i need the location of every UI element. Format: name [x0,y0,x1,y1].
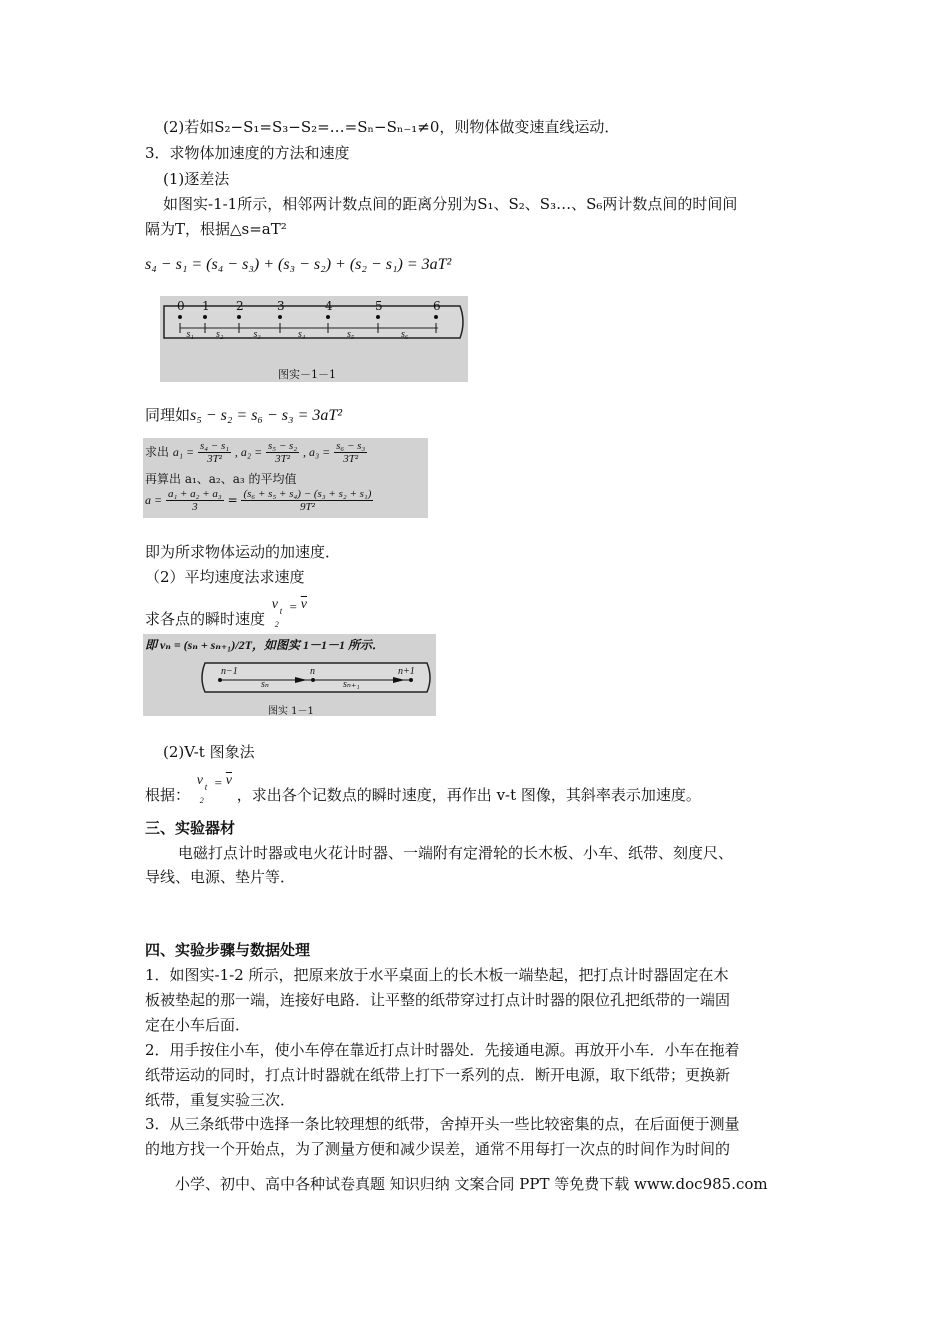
result-fraction [241,488,373,513]
a3-fraction [334,440,367,465]
figure-velocity-tape [143,634,436,716]
similarly-prefix: 同理如 [145,406,191,424]
instant-velocity-prefix: 求各点的瞬时速度 [145,610,266,628]
method-2-heading: （2）平均速度法求速度 [145,568,305,586]
paragraph-acceleration-result: 即为所求物体运动的加速度． [145,543,341,561]
two-subscript: 2 [199,796,204,805]
paragraph-method-1-line1: 如图实-1-1所示，相邻两计数点间的距离分别为S₁、S₂、S₃…、S₆两计数点间的时间间 [163,195,738,213]
paragraph-instant-velocity [145,597,312,630]
a2-denominator: 3T² [275,453,291,465]
solve-prefix: 求出 [145,445,170,459]
section-4-procedure-heading: 四、实验步骤与数据处理 [145,941,311,959]
equipment-line1: 电磁打点计时器或电火花计时器、一端附有定滑轮的长木板、小车、纸带、刻度尺、 [178,844,734,862]
tape-dot-4 [326,315,330,319]
tape-segment-label-6: s₆ [401,329,409,340]
a3-label: , a₃ = [303,445,331,459]
average-numerator: a₁ + a₂ + a₃ [167,488,222,500]
equals-sign: = [288,599,298,614]
a-bar-label: a = [145,493,163,507]
tape-segment-label-3: s₃ [253,329,261,340]
step-2-line3: 纸带，重复实验三次． [145,1091,296,1109]
tape-point-label-0: 0 [177,299,185,313]
paragraph-similarly [145,404,342,427]
t-subscript: t [279,606,283,616]
equals-sign: = [227,493,238,507]
tape-point-label-6: 6 [433,299,441,313]
figure-1-caption: 图实－1－1 [278,368,336,381]
step-3-line2: 的地方找一个开始点，为了测量方便和减少误差，通常不用每打一次点的时间作为时间的 [145,1140,731,1158]
paragraph-vt-method [145,773,701,806]
page-footer: 小学、初中、高中各种试卷真题 知识归纳 文案合同 PPT 等免费下载 www.doc985.com [175,1175,768,1193]
tape-point-label-5: 5 [375,299,383,313]
tape-segment-label-2: s₂ [216,329,224,340]
a1-denominator: 3T² [207,453,222,465]
tape-dot-3 [278,315,282,319]
a1-numerator: s₄ − s₁ [199,440,230,452]
basis-prefix: 根据： [145,786,191,804]
average-formula-row [145,488,373,513]
a2-numerator: s₅ − s₂ [268,440,298,452]
step-3-line1: 3．从三条纸带中选择一条比较理想的纸带，舍掉开头一些比较密集的点，在后面便于测量 [145,1115,740,1133]
a2-label: , a₂ = [234,445,263,459]
segment-sn-plus-1: sₙ₊₁ [343,679,360,690]
vt-method-text: ，求出各个记数点的瞬时速度，再作出 v-t 图像，其斜率表示加速度。 [236,786,701,804]
a2-fraction [266,440,299,465]
a1-fraction [198,440,231,465]
step-2-line2: 纸带运动的同时，打点计时器就在纸带上打下一系列的点．断开电源，取下纸带；更换新 [145,1066,731,1084]
velocity-formula [270,597,312,629]
velocity-formula-header: 即 vₙ = (sₙ + sₙ₊₁)/2T，如图实 1－1－1 所示． [145,638,385,652]
two-subscript: 2 [274,620,279,629]
tape-segment-label-5: s₅ [347,329,355,340]
tape-point-label-1: 1 [202,299,210,313]
tape-segment-label-1: s₁ [186,329,194,340]
tape-point-label-3: 3 [277,299,285,313]
tape-dot-2 [237,315,241,319]
equation-successive-difference: s₄ − s₁ = (s₄ − s₃) + (s₃ − s₂) + (s₂ − s₁) = 3aT² [145,256,452,273]
section-3-heading: 3．求物体加速度的方法和速度 [145,144,350,162]
tape-dot-5 [376,315,380,319]
section-3-equipment-heading: 三、实验器材 [145,819,236,837]
step-1-line2: 板被垫起的那一端，连接好电路．让平整的纸带穿过打点计时器的限位孔把纸带的一端固 [145,991,731,1009]
label-n: n [310,666,315,677]
method-vt-heading: (2)V-t 图象法 [163,743,255,761]
equipment-line2: 导线、电源、垫片等． [145,868,296,886]
average-fraction [166,488,224,513]
v-bar-symbol: $\overline{v}$ [225,773,233,788]
method-1-heading: (1)逐差法 [163,170,230,188]
tape-point-label-4: 4 [325,299,333,313]
step-2-line1: 2．用手按住小车，使小车停在靠近打点计时器处．先接通电源。再放开小车．小车在拖着 [145,1041,740,1059]
average-heading: 再算出 a₁、a₂、a₃ 的平均值 [145,472,297,486]
a1-label: a₁ = [172,445,195,459]
tape-dot-0 [178,315,182,319]
average-denominator: 3 [192,501,198,513]
tape-point-label-2: 2 [236,299,244,313]
label-n-minus-1: n−1 [221,666,238,677]
result-numerator: (s₆ + s₅ + s₄) − (s₃ + s₂ + s₁) [243,488,372,500]
tape-segment-label-4: s₄ [298,329,306,340]
acceleration-formula-row [145,440,367,465]
figure-3-caption: 图实 1－1 [268,706,314,716]
tape-dot-1 [203,315,207,319]
velocity-formula-2 [195,773,237,805]
a3-denominator: 3T² [343,453,359,465]
paragraph-condition: (2)若如S₂−S₁=S₃−S₂=…=Sₙ−Sₙ₋₁≠0，则物体做变速直线运动． [163,118,620,136]
figure-ticker-tape [160,296,468,382]
v-symbol: v [271,597,279,612]
a3-numerator: s₆ − s₃ [336,440,366,452]
v-bar-symbol: $\overline{v}$ [300,597,308,612]
tape-dot-6 [434,315,438,319]
step-1-line3: 定在小车后面． [145,1016,251,1034]
equation-similarly: s₅ − s₂ = s₆ − s₃ = 3aT² [190,407,343,424]
v-symbol: v [196,773,204,788]
step-1-line1: 1．如图实-1-2 所示，把原来放于水平桌面上的长木板一端垫起，把打点计时器固定在木 [145,966,729,984]
segment-sn: sₙ [261,679,269,690]
result-denominator: 9T² [299,501,315,513]
t-subscript: t [204,782,208,792]
figure-acceleration-formulas [143,438,428,518]
equals-sign: = [213,775,223,790]
label-n-plus-1: n+1 [398,666,415,677]
paragraph-method-1-line2: 隔为T，根据△s=aT² [145,220,287,238]
